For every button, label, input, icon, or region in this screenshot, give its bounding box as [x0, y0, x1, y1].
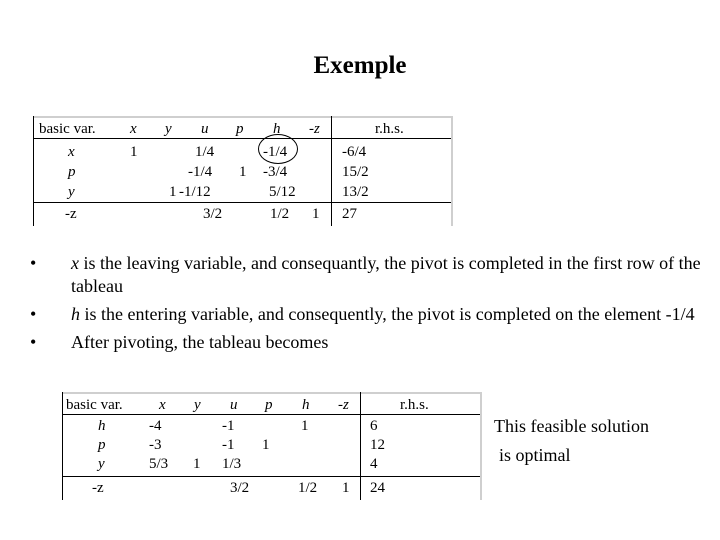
header-y: y — [194, 397, 201, 413]
header-p: p — [236, 121, 244, 137]
bullet-text: is the entering variable, and consequently, the pivot is completed on the element -1/4 — [80, 304, 695, 324]
header-minus-z: -z — [338, 397, 349, 413]
objective-rule — [33, 202, 451, 203]
cell: -6/4 — [342, 144, 367, 160]
header-y: y — [165, 121, 172, 137]
bullet-variable: x — [71, 253, 79, 273]
cell: -1/4 — [188, 164, 213, 180]
cell: 5/3 — [149, 456, 169, 472]
cell: 5/12 — [269, 184, 296, 200]
cell: -3/4 — [263, 164, 288, 180]
header-x: x — [130, 121, 137, 137]
cell: 1 — [169, 184, 177, 200]
rhs-rule — [331, 116, 332, 226]
tableau-border-right — [451, 116, 453, 226]
header-u: u — [230, 397, 238, 413]
basis-y: y — [98, 456, 105, 472]
bullet-text: After pivoting, the tableau becomes — [71, 332, 329, 352]
tableau-initial — [33, 116, 453, 226]
header-p: p — [265, 397, 273, 413]
tableau-border-right — [480, 392, 482, 500]
cell: 1 — [193, 456, 201, 472]
header-rhs: r.h.s. — [400, 397, 429, 413]
cell: 1 — [301, 418, 309, 434]
cell: 1 — [239, 164, 247, 180]
cell: 1 — [312, 206, 320, 222]
bullet-dot: • — [30, 332, 37, 352]
bullet-text: is the leaving variable, and consequantly, the pivot is completed in the first row of the tableau — [71, 253, 701, 296]
slide-title: Exemple — [313, 52, 407, 79]
tableau-border-top — [33, 116, 453, 118]
cell: -4 — [149, 418, 162, 434]
header-minus-z: -z — [309, 121, 320, 137]
basic-var-rule — [33, 116, 34, 226]
bullet-item — [30, 303, 710, 326]
basis-h: h — [98, 418, 106, 434]
header-rhs: r.h.s. — [375, 121, 404, 137]
cell: -1/12 — [179, 184, 211, 200]
cell: 1/3 — [222, 456, 242, 472]
cell: 1 — [342, 480, 350, 496]
cell: 24 — [370, 480, 385, 496]
pivot-element: -1/4 — [263, 144, 288, 160]
bullet-item — [30, 252, 710, 298]
header-u: u — [201, 121, 209, 137]
cell: 1/4 — [195, 144, 215, 160]
tableau-after-pivot — [62, 392, 482, 500]
header-basic-var: basic var. — [66, 397, 123, 413]
header-basic-var: basic var. — [39, 121, 96, 137]
cell: 12 — [370, 437, 385, 453]
cell: 1 — [262, 437, 270, 453]
basis-p: p — [98, 437, 106, 453]
optimal-note-line2: is optimal — [499, 445, 571, 465]
cell: 3/2 — [230, 480, 250, 496]
cell: 1/2 — [270, 206, 290, 222]
rhs-rule — [360, 392, 361, 500]
cell: 15/2 — [342, 164, 369, 180]
bullet-dot: • — [30, 304, 37, 324]
basis-minus-z: -z — [92, 480, 104, 496]
optimal-note-line1: This feasible solution — [494, 416, 649, 436]
cell: 4 — [370, 456, 378, 472]
header-rule — [33, 138, 451, 139]
tableau-border-top — [62, 392, 482, 394]
basis-x: x — [68, 144, 75, 160]
basic-var-rule — [62, 392, 63, 500]
cell: 1/2 — [298, 480, 318, 496]
bullet-list — [30, 252, 710, 359]
header-h: h — [273, 121, 281, 137]
header-x: x — [159, 397, 166, 413]
basis-minus-z: -z — [65, 206, 77, 222]
cell: 6 — [370, 418, 378, 434]
header-rule — [62, 414, 480, 415]
cell: 3/2 — [203, 206, 223, 222]
cell: 27 — [342, 206, 357, 222]
cell: 13/2 — [342, 184, 369, 200]
cell: -1 — [222, 418, 235, 434]
objective-rule — [62, 476, 480, 477]
basis-y: y — [68, 184, 75, 200]
cell: -1 — [222, 437, 235, 453]
bullet-item — [30, 331, 710, 354]
pivot-circle — [258, 134, 298, 164]
cell: -3 — [149, 437, 162, 453]
cell: 1 — [130, 144, 138, 160]
bullet-dot: • — [30, 253, 37, 273]
header-h: h — [302, 397, 310, 413]
basis-p: p — [68, 164, 76, 180]
bullet-variable: h — [71, 304, 80, 324]
